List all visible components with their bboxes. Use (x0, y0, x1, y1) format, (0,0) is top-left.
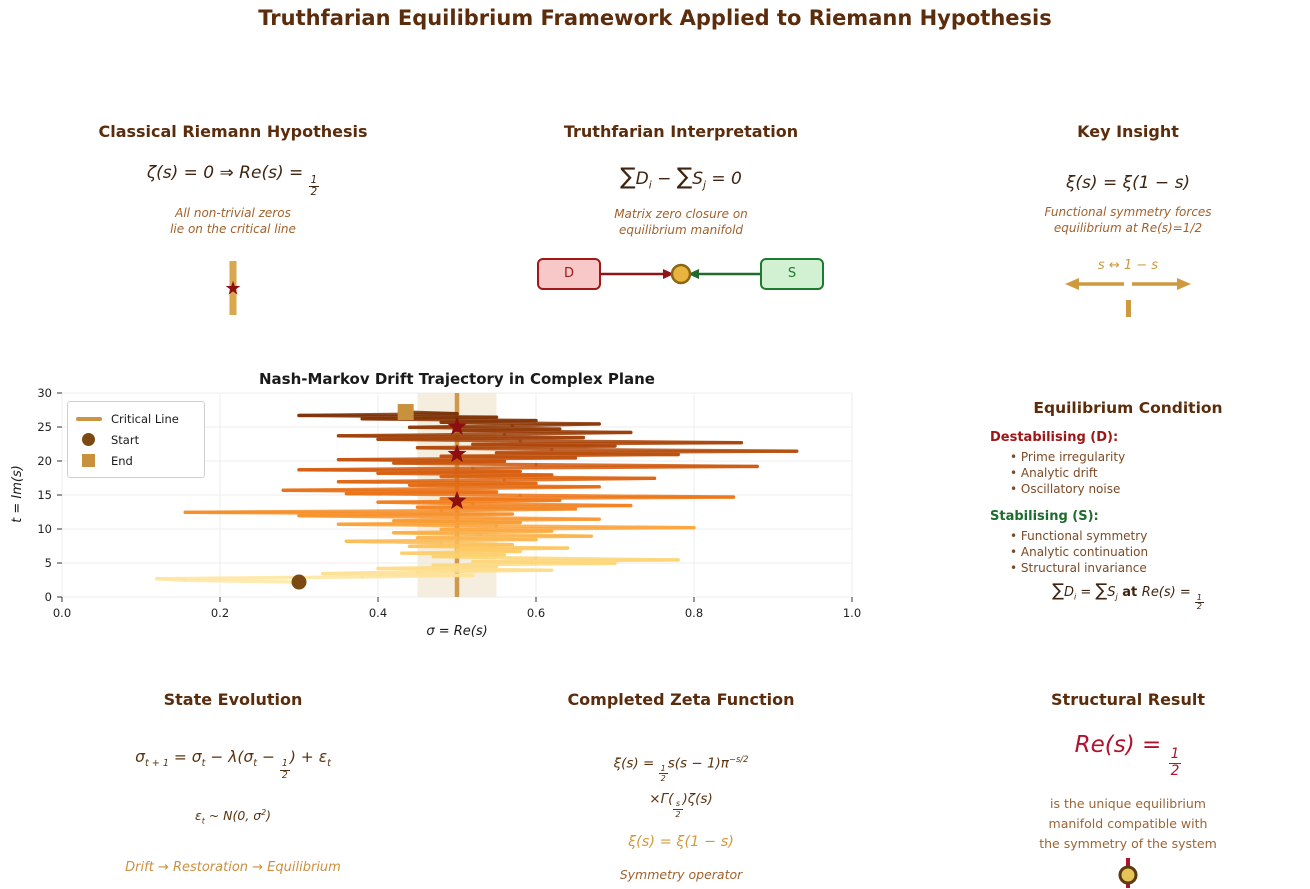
y-tick-label: 10 (37, 522, 52, 536)
equilibrium-title: Equilibrium Condition (1033, 399, 1223, 417)
legend-circle-swatch-icon (82, 433, 95, 446)
legend-label: End (111, 453, 133, 468)
s-node-box: S (760, 258, 824, 290)
panel-truthfarian (481, 122, 881, 292)
panel-classical-riemann (33, 122, 433, 319)
drift-trajectory-segment (497, 526, 695, 528)
legend-label: Critical Line (111, 411, 179, 426)
mini-critical-line-diagram (33, 261, 433, 319)
y-tick-label: 5 (44, 556, 52, 570)
drift-trajectory-segment (520, 495, 733, 497)
drift-trajectory-segment (339, 480, 505, 482)
result-title: Structural Result (1051, 690, 1205, 709)
y-tick-label: 30 (37, 386, 52, 400)
drift-trajectory-segment (299, 468, 473, 470)
truthfarian-title: Truthfarian Interpretation (563, 122, 799, 141)
x-tick-label: 0.8 (684, 606, 704, 620)
classical-title: Classical Riemann Hypothesis (98, 122, 368, 141)
equilibrium-node-icon (672, 265, 690, 283)
zero-star-icon: ★ (224, 277, 242, 300)
result-text (928, 794, 1310, 854)
result-caption-line: is the unique equilibrium (1050, 795, 1206, 811)
bullet-item: • Prime irregularity (1010, 450, 1126, 464)
state-formula: $\sigma_{t + 1} = \sigma_t - \lambda(\sigma_t$ − $\frac{1}{2}$ ) + $\varepsilon_t$ (135, 748, 331, 781)
result-formula: Re(s) = $\frac{1}{2}$ (1074, 732, 1180, 780)
stabilising-header: Stabilising (S): (990, 509, 1099, 524)
destabilising-header: Destabilising (D): (990, 430, 1119, 445)
key-insight-formula: ξ(s) = ξ(1 − s) (1065, 173, 1191, 193)
legend-line-swatch-icon (76, 417, 102, 421)
end-marker (398, 404, 414, 420)
zeta-formula-line1: ξ(s) = $\frac{1}{2}$ $s(s - 1)\pi^{-s/2}$ (613, 754, 749, 784)
panel-state-evolution (33, 690, 433, 875)
y-tick-label: 0 (44, 590, 52, 604)
legend-item-critical-line (76, 408, 196, 429)
drift-trajectory-segment (481, 534, 592, 536)
truthfarian-formula: $\sum D_i - \sum S_j = 0$ (620, 164, 742, 192)
zeta-formula-line2: ×Γ( $\frac{s}{2}$ )ζ(s) (649, 790, 713, 819)
legend-label: Start (111, 432, 140, 447)
stabilising-list (1010, 528, 1310, 576)
x-axis-label: σ = Re(s) (426, 624, 488, 639)
bullet-item: • Structural invariance (1010, 561, 1147, 575)
truthfarian-caption-line1: Matrix zero closure on (614, 207, 748, 222)
legend-item-end (76, 450, 196, 471)
noise-formula: $\varepsilon_t$ ~ N(0, $\sigma^2$) (194, 807, 272, 826)
symmetry-arrows-icon (928, 273, 1310, 295)
x-tick-label: 1.0 (842, 606, 862, 620)
d-node-box: D (537, 258, 601, 290)
truthfarian-caption-line2: equilibrium manifold (618, 223, 744, 238)
symmetry-caption: Symmetry operator (619, 866, 743, 882)
x-tick-label: 0.2 (210, 606, 230, 620)
panel-completed-zeta (481, 690, 881, 883)
key-insight-caption-line1: Functional symmetry forces (1044, 205, 1212, 219)
classical-caption-line2: lie on the critical line (170, 222, 296, 237)
y-tick-label: 25 (37, 420, 52, 434)
state-title: State Evolution (163, 690, 303, 709)
y-tick-label: 15 (37, 488, 52, 502)
flow-caption: Drift → Restoration → Equilibrium (125, 860, 341, 876)
drift-trajectory-segment (457, 517, 599, 519)
bullet-item: • Analytic continuation (1010, 545, 1149, 559)
bullet-item: • Oscillatory noise (1010, 482, 1121, 496)
zeta-title: Completed Zeta Function (567, 690, 795, 709)
x-tick-label: 0.6 (526, 606, 546, 620)
panel-key-insight (928, 122, 1310, 317)
symmetry-formula: ξ(s) = ξ(1 − s) (628, 833, 734, 850)
x-tick-label: 0.4 (368, 606, 388, 620)
legend-item-start (76, 429, 196, 450)
bullet-item: • Analytic drift (1010, 466, 1098, 480)
x-tick-label: 0.0 (52, 606, 72, 620)
classical-caption-line1: All non-trivial zeros (175, 206, 291, 221)
panel-structural-result (928, 690, 1310, 889)
symmetry-axis-bar (1126, 300, 1131, 317)
drift-trajectory-segment (536, 558, 678, 560)
key-insight-caption-line2: equilibrium at Re(s)=1/2 (1053, 221, 1203, 235)
drift-trajectory-segment (552, 449, 797, 451)
legend-square-swatch-icon (82, 454, 95, 467)
drift-trajectory-segment (323, 572, 418, 574)
page-title: Truthfarian Equilibrium Framework Applied to Riemann Hypothesis (258, 6, 1052, 30)
drift-trajectory-segment (157, 577, 362, 579)
bullet-item: • Functional symmetry (1010, 529, 1148, 543)
drift-trajectory-segment (441, 543, 512, 545)
result-marker-icon (928, 858, 1310, 889)
drift-trajectory-segment (536, 465, 757, 467)
y-tick-label: 20 (37, 454, 52, 468)
classical-formula: ζ(s) = 0 ⇒ Re(s) = $\frac{1}{2}$ (146, 163, 318, 199)
symmetry-arrow-label: s ↔ 1 − s (1097, 258, 1159, 273)
result-caption-line: manifold compatible with (1048, 815, 1208, 831)
start-marker (292, 575, 307, 590)
drift-trajectory-segment (473, 504, 631, 506)
drift-trajectory-segment (283, 489, 457, 491)
d-s-balance-diagram (481, 258, 881, 292)
destabilising-list (1010, 449, 1310, 497)
drift-trajectory-segment (184, 580, 299, 582)
drift-trajectory-segment (520, 441, 741, 443)
equilibrium-formula: $\sum D_i = \sum S_j$ at Re(s) = $\frac{1}{2}$ (1052, 581, 1202, 612)
drift-trajectory-segment (185, 511, 441, 513)
key-insight-title: Key Insight (1077, 122, 1179, 141)
result-equilibrium-circle (1119, 865, 1138, 884)
chart-title: Nash-Markov Drift Trajectory in Complex Plane (259, 370, 655, 388)
drift-trajectory-segment (339, 434, 505, 436)
legend (67, 401, 205, 478)
y-axis-label: t = Im(s) (10, 465, 25, 523)
panel-equilibrium-condition (928, 398, 1310, 612)
result-caption-line: the symmetry of the system (1039, 835, 1217, 851)
